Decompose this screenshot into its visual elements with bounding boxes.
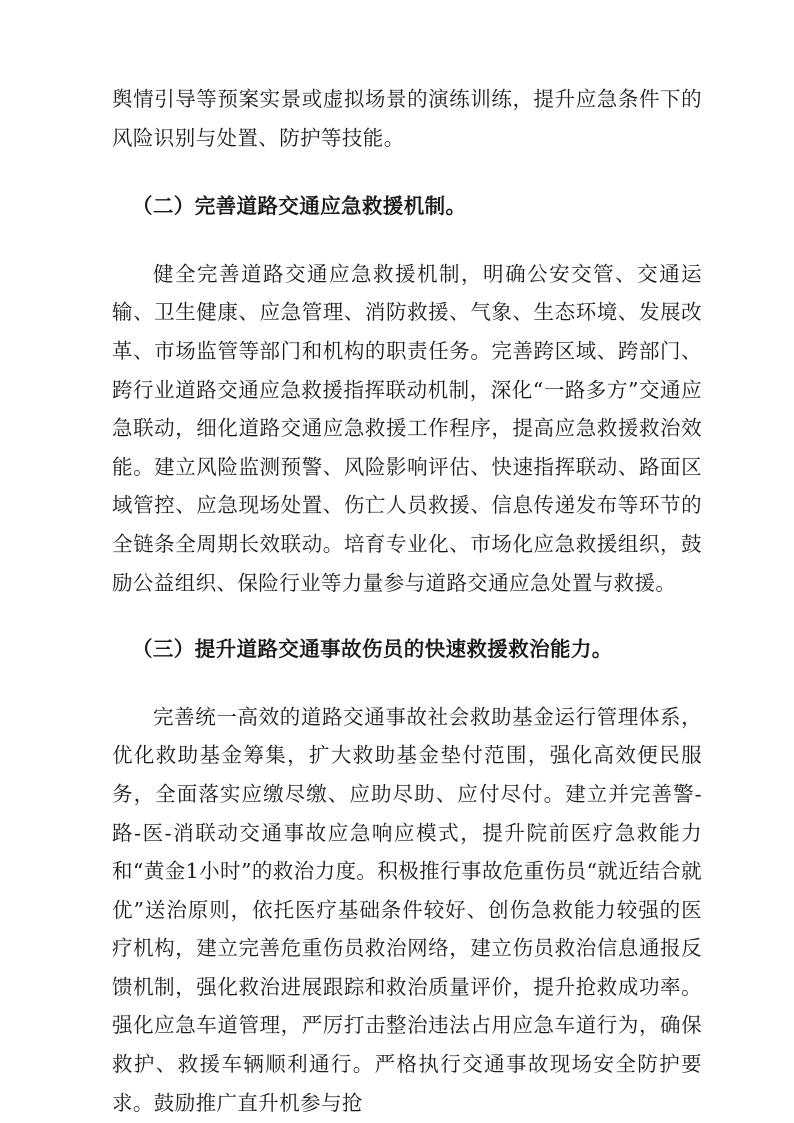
section-heading-3: （三）提升道路交通事故伤员的快速救援救治能力。 — [132, 637, 613, 662]
paragraph-intro: 舆情引导等预案实景或虚拟场景的演练训练，提升应急条件下的风险识别与处置、防护等技能。 — [112, 87, 702, 150]
section-heading-2: （二）完善道路交通应急救援机制。 — [132, 194, 467, 219]
document-page — [112, 80, 702, 1122]
paragraph-section-3: 完善统一高效的道路交通事故社会救助基金运行管理体系，优化救助基金筹集，扩大救助基金垫付范围，强化高效便民服务，全面落实应缴尽缴、应助尽助、应付尽付。建立并完善警-路-医-消联动交通事故应急响应模式，提升院前医疗急救能力和“黄金1小时”的救治力度。积极推行事故危重伤员“就近结合就优”送治原则，依托医疗基础条件较好、创伤急救能力较强的医疗机构，建立完善危重伤员救治网络，建立伤员救治信息通报反馈机制，强化救治进展跟踪和救治质量评价，提升抢救成功率。强化应急车道管理，严厉打击整治违法占用应急车道行为，确保救护、救援车辆顺利通行。严格执行交通事故现场安全防护要求。鼓励推广直升机参与抢 — [112, 704, 702, 1115]
paragraph-section-2: 健全完善道路交通应急救援机制，明确公安交管、交通运输、卫生健康、应急管理、消防救援、气象、生态环境、发展改革、市场监管等部门和机构的职责任务。完善跨区域、跨部门、跨行业道路交通应急救援指挥联动机制，深化“一路多方”交通应急联动，细化道路交通应急救援工作程序，提高应急救援救治效能。建立风险监测预警、风险影响评估、快速指挥联动、路面区域管控、应急现场处置、伤亡人员救援、信息传递发布等环节的全链条全周期长效联动。培育专业化、市场化应急救援组织，鼓励公益组织、保险行业等力量参与道路交通应急处置与救援。 — [112, 261, 702, 595]
